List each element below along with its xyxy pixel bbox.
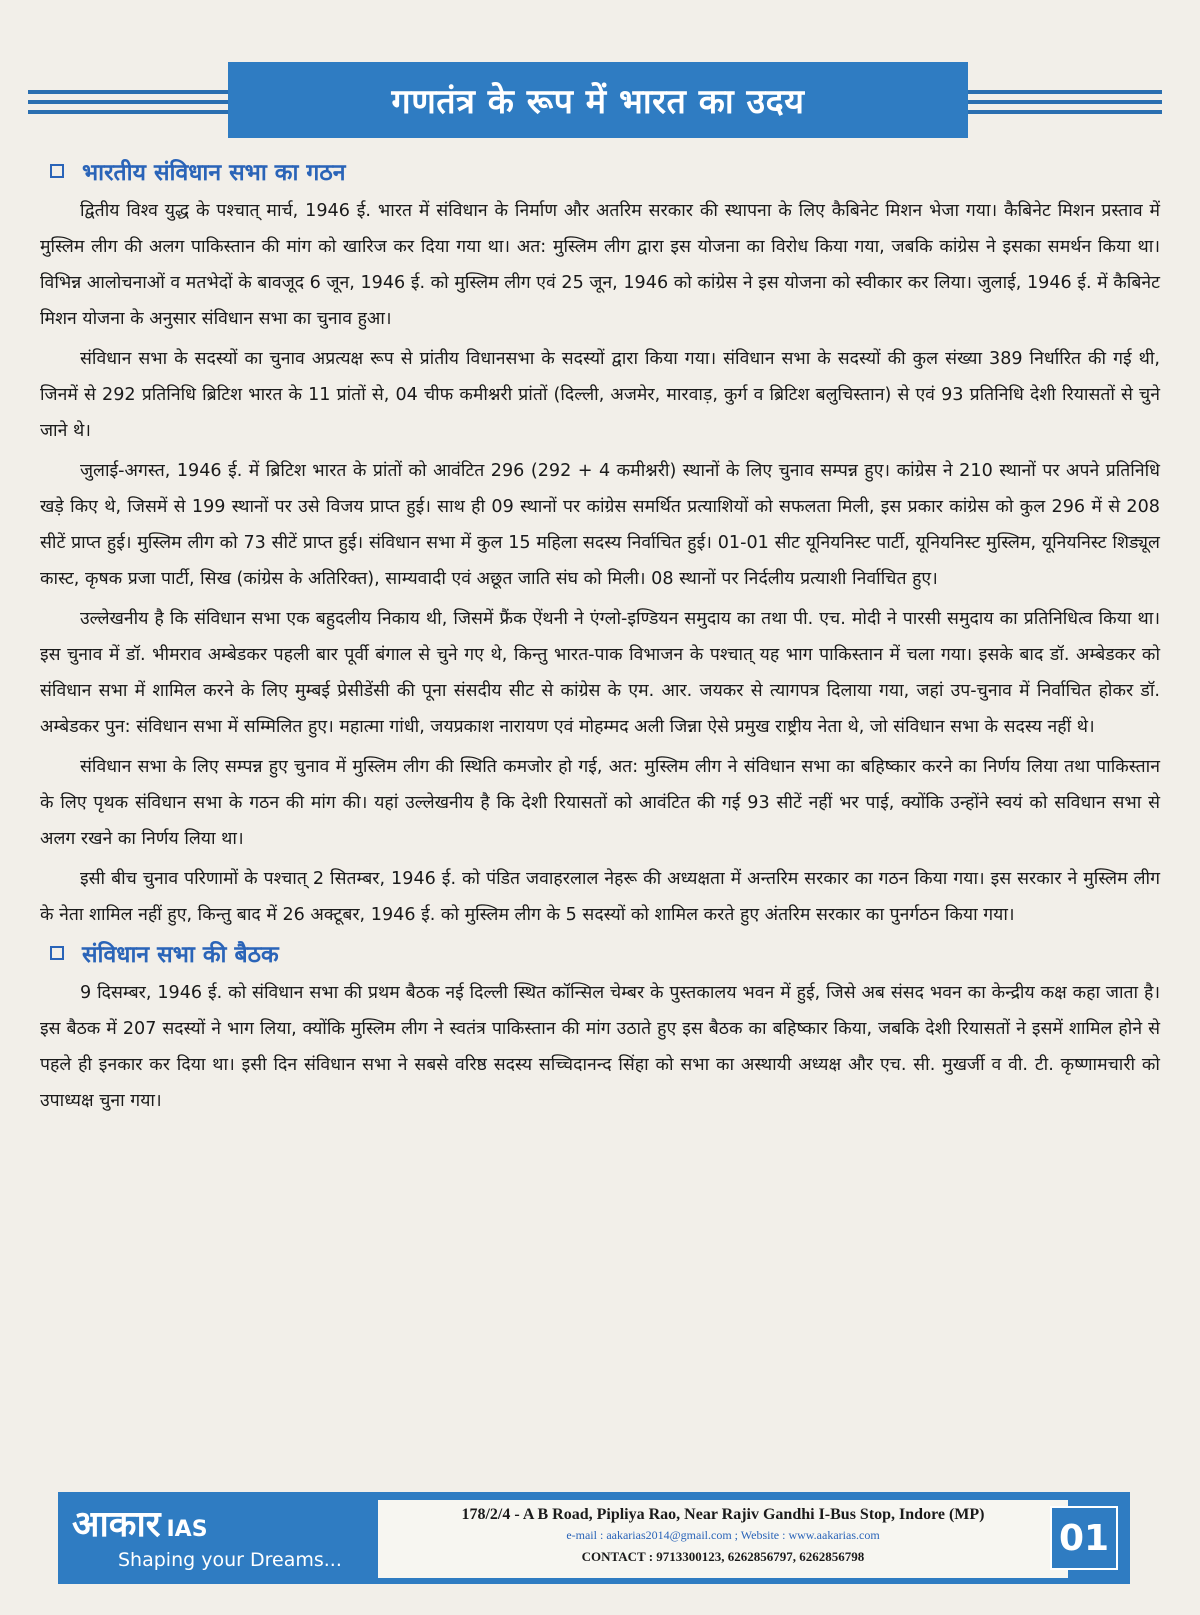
email-line: e-mail : aakarias2014@gmail.com ; Website : www.aakarias.com bbox=[566, 1528, 880, 1542]
contact-box bbox=[378, 1500, 1068, 1578]
section-heading bbox=[50, 937, 1160, 969]
checkbox-bullet-icon bbox=[50, 946, 64, 960]
checkbox-bullet-icon bbox=[50, 164, 64, 178]
title-banner bbox=[228, 62, 968, 138]
footer bbox=[58, 1492, 1130, 1584]
page-number: 01 bbox=[1050, 1506, 1118, 1570]
section-heading-text: संविधान सभा की बैठक bbox=[82, 942, 279, 968]
brand-tagline: Shaping your Dreams... bbox=[118, 1549, 342, 1571]
paragraph: इसी बीच चुनाव परिणामों के पश्चात् 2 सितम्बर, 1946 ई. को पंडित जवाहरलाल नेहरू की अध्यक्षता में अन्तरिम सरकार का गठन किया गया। इस सरकार ने मुस्लिम लीग के नेता शामिल नहीं हुए, किन्तु बाद में 26 अक्टूबर, 1946 ई. को मुस्लिम लीग के 5 सदस्यों को शामिल करते हुए अंतरिम सरकार का पुनर्गठन किया गया। bbox=[40, 869, 1160, 925]
section-heading bbox=[50, 155, 1160, 187]
paragraph: उल्लेखनीय है कि संविधान सभा एक बहुदलीय निकाय थी, जिसमें फ्रैंक ऐंथनी ने एंग्लो-इण्डियन समुदाय का तथा पी. एच. मोदी ने पारसी समुदाय का प्रतिनिधित्व किया था। इस चुनाव में डॉ. भीमराव अम्बेडकर पहली बार पूर्वी बंगाल से चुने गए थे, किन्तु भारत-पाक विभाजन के पश्चात् यह भाग पाकिस्तान में चला गया। इसके बाद डॉ. अम्बेडकर को संविधान सभा में शामिल करने के लिए मुम्बई प्रेसीडेंसी की पूना संसदीय सीट से कांग्रेस के एम. आर. जयकर से त्यागपत्र दिलाया गया, जहां उप-चुनाव में निर्वाचित होकर डॉ. अम्बेडकर पुन: संविधान सभा में सम्मिलित हुए। महात्मा गांधी, जयप्रकाश नारायण एवं मोहम्मद अली जिन्ना ऐसे प्रमुख राष्ट्रीय नेता थे, जो संविधान सभा के सदस्य नहीं थे। bbox=[40, 609, 1160, 737]
article-body bbox=[40, 155, 1160, 1123]
paragraph: संविधान सभा के लिए सम्पन्न हुए चुनाव में मुस्लिम लीग की स्थिति कमजोर हो गई, अत: मुस्लिम लीग ने संविधान सभा का बहिष्कार करने का निर्णय लिया तथा पाकिस्तान के लिए पृथक संविधान सभा के गठन की मांग की। यहां उल्लेखनीय है कि देशी रियासतों को आवंटित की गई 93 सीटें नहीं भर पाई, क्योंकि उन्होंने स्वयं को सविधान सभा से अलग रखने का निर्णय लिया था। bbox=[40, 757, 1160, 849]
paragraph: संविधान सभा के सदस्यों का चुनाव अप्रत्यक्ष रूप से प्रांतीय विधानसभा के सदस्यों द्वारा किया गया। संविधान सभा के सदस्यों की कुल संख्या 389 निर्धारित की गई थी, जिनमें से 292 प्रतिनिधि ब्रिटिश भारत के 11 प्रांतों से, 04 चीफ कमीश्नरी प्रांतों (दिल्ली, अजमेर, मारवाड़, कुर्ग व ब्रिटिश बलुचिस्तान) से एवं 93 प्रतिनिधि देशी रियासतों से चुने जाने थे। bbox=[40, 349, 1160, 441]
paragraph: 9 दिसम्बर, 1946 ई. को संविधान सभा की प्रथम बैठक नई दिल्ली स्थित कॉन्सिल चेम्बर के पुस्तकालय भवन में हुई, जिसे अब संसद भवन का केन्द्रीय कक्ष कहा जाता है। इस बैठक में 207 सदस्यों ने भाग लिया, क्योंकि मुस्लिम लीग ने स्वतंत्र पाकिस्तान की मांग उठाते हुए इस बैठक का बहिष्कार किया, जबकि देशी रियासतों ने इसमें शामिल होने से पहले ही इनकार कर दिया था। इसी दिन संविधान सभा ने सबसे वरिष्ठ सदस्य सच्चिदानन्द सिंहा को सभा का अस्थायी अध्यक्ष और एच. सी. मुखर्जी व वी. टी. कृष्णामचारी को उपाध्यक्ष चुना गया। bbox=[40, 983, 1160, 1111]
paragraph: जुलाई-अगस्त, 1946 ई. में ब्रिटिश भारत के प्रांतों को आवंटित 296 (292 + 4 कमीश्नरी) स्थानों के लिए चुनाव सम्पन्न हुए। कांग्रेस ने 210 स्थानों पर अपने प्रतिनिधि खड़े किए थे, जिसमें से 199 स्थानों पर उसे विजय प्राप्त हुई। साथ ही 09 स्थानों पर कांग्रेस समर्थित प्रत्याशियों को सफलता मिली, इस प्रकार कांग्रेस को कुल 296 में से 208 सीटें प्राप्त हुई। मुस्लिम लीग को 73 सीटें प्राप्त हुई। संविधान सभा में कुल 15 महिला सदस्य निर्वाचित हुई। 01-01 सीट यूनियनिस्ट पार्टी, यूनियनिस्ट मुस्लिम, यूनियनिस्ट शिड्यूल कास्ट, कृषक प्रजा पार्टी, सिख (कांग्रेस के अतिरिक्त), साम्यवादी एवं अछूत जाति संघ को मिली। 08 स्थानों पर निर्दलीय प्रत्याशी निर्वाचित हुए। bbox=[40, 461, 1160, 589]
section-heading-text: भारतीय संविधान सभा का गठन bbox=[82, 160, 346, 186]
page-title: गणतंत्र के रूप में भारत का उदय bbox=[391, 82, 805, 122]
brand-logo bbox=[72, 1498, 342, 1571]
paragraph: द्वितीय विश्व युद्ध के पश्चात् मार्च, 1946 ई. भारत में संविधान के निर्माण और अतरिम सरकार की स्थापना के लिए कैबिनेट मिशन भेजा गया। कैबिनेट मिशन प्रस्ताव में मुस्लिम लीग की अलग पाकिस्तान की मांग को खारिज कर दिया गया था। अत: मुस्लिम लीग द्वारा इस योजना का विरोध किया गया, जबकि कांग्रेस ने इसका समर्थन किया था। विभिन्न आलोचनाओं व मतभेदों के बावजूद 6 जून, 1946 ई. को मुस्लिम लीग एवं 25 जून, 1946 को कांग्रेस ने इस योजना को स्वीकार कर लिया। जुलाई, 1946 ई. में कैबिनेट मिशन योजना के अनुसार संविधान सभा का चुनाव हुआ। bbox=[40, 201, 1161, 329]
contact-line: CONTACT : 9713300123, 6262856797, 6262856798 bbox=[581, 1549, 865, 1564]
brand-suffix: IAS bbox=[166, 1517, 208, 1542]
brand-name: आकार bbox=[72, 1504, 161, 1545]
address-line: 178/2/4 - A B Road, Pipliya Rao, Near Rajiv Gandhi I-Bus Stop, Indore (MP) bbox=[461, 1506, 985, 1523]
